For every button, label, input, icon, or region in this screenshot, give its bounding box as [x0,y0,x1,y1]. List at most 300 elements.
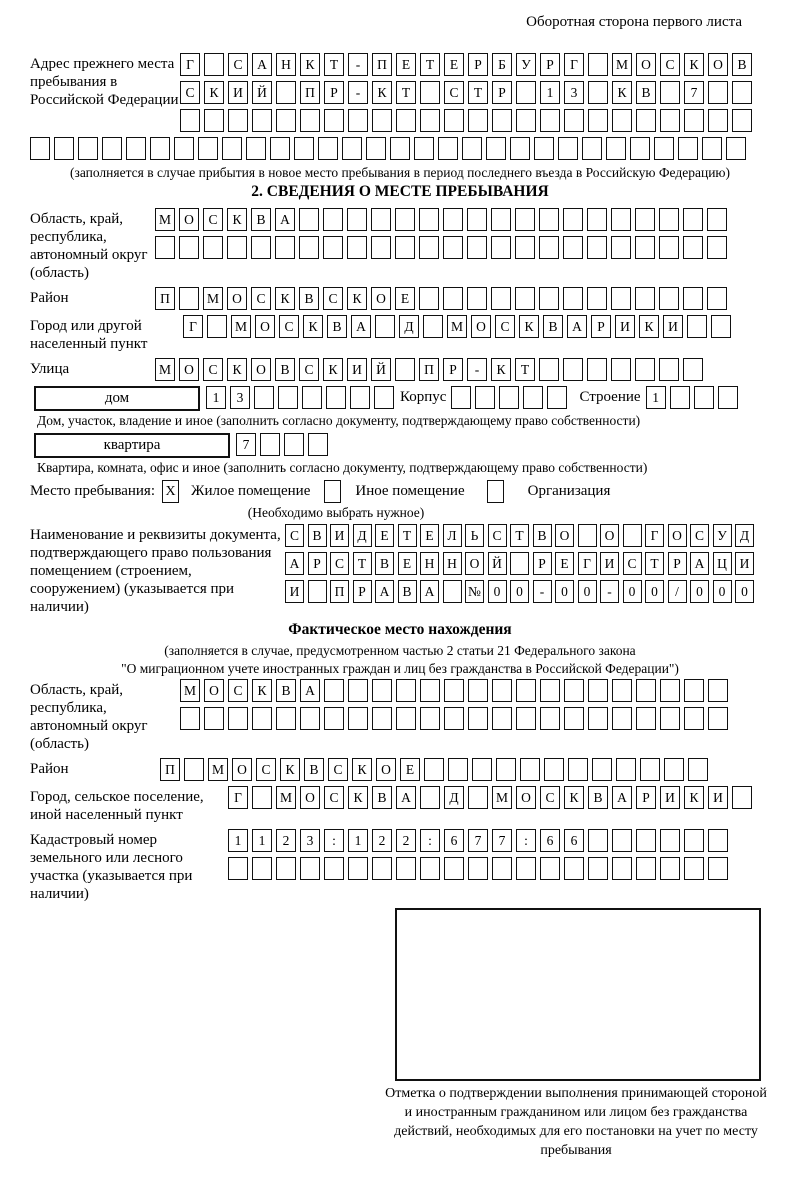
district-row [155,287,731,310]
empty-char-cell [252,786,272,809]
char-cell: 0 [713,580,732,603]
empty-char-cell [372,679,392,702]
char-cell: О [465,552,484,575]
char-cell: В [543,315,563,338]
empty-char-cell [308,433,328,456]
empty-char-cell [420,857,440,880]
empty-char-cell [515,208,535,231]
char-cell: Р [468,53,488,76]
char-cell: В [275,358,295,381]
empty-char-cell [180,707,200,730]
char-cell: 2 [372,829,392,852]
empty-char-cell [372,857,392,880]
empty-char-cell [516,81,536,104]
char-cell: С [228,679,248,702]
prev-address-row-2 [180,81,756,104]
char-cell: - [467,358,487,381]
char-cell: И [330,524,349,547]
char-cell: А [690,552,709,575]
char-cell: Л [443,524,462,547]
char-cell: О [204,679,224,702]
empty-char-cell [467,287,487,310]
empty-char-cell [468,786,488,809]
empty-char-cell [179,236,199,259]
region-label: Область, край, республика, автономный округ (область) [30,211,148,281]
char-cell: А [612,786,632,809]
empty-char-cell [611,208,631,231]
char-cell: 1 [646,386,666,409]
empty-char-cell [324,679,344,702]
empty-char-cell [300,707,320,730]
empty-char-cell [636,829,656,852]
char-cell: У [516,53,536,76]
empty-char-cell [270,137,290,160]
empty-char-cell [419,287,439,310]
empty-char-cell [462,137,482,160]
char-cell: А [396,786,416,809]
empty-char-cell [687,315,707,338]
house-label-box: дом [34,386,200,411]
empty-char-cell [204,53,224,76]
empty-char-cell [515,236,535,259]
empty-char-cell [323,236,343,259]
char-cell: 2 [396,829,416,852]
empty-char-cell [539,358,559,381]
empty-char-cell [348,109,368,132]
empty-char-cell [444,679,464,702]
checkbox-residential: X [162,480,179,503]
empty-char-cell [252,707,272,730]
empty-char-cell [467,208,487,231]
empty-char-cell [635,358,655,381]
empty-char-cell [534,137,554,160]
char-cell: Д [735,524,754,547]
char-cell: Ц [713,552,732,575]
empty-char-cell [492,707,512,730]
empty-char-cell [564,109,584,132]
empty-char-cell [564,679,584,702]
char-cell: П [155,287,175,310]
empty-char-cell [516,109,536,132]
char-cell: К [280,758,300,781]
char-cell: С [256,758,276,781]
char-cell: 7 [492,829,512,852]
char-cell: М [180,679,200,702]
empty-char-cell [563,236,583,259]
char-cell: Г [564,53,584,76]
char-cell: С [328,758,348,781]
empty-char-cell [708,679,728,702]
char-cell: Р [668,552,687,575]
empty-char-cell [252,857,272,880]
char-cell: - [348,81,368,104]
empty-char-cell [592,758,612,781]
char-cell: К [352,758,372,781]
empty-char-cell [278,386,298,409]
empty-char-cell [635,236,655,259]
empty-char-cell [660,109,680,132]
empty-char-cell [684,679,704,702]
empty-char-cell [718,386,738,409]
char-cell: А [420,580,439,603]
char-cell: В [308,524,327,547]
char-cell: М [231,315,251,338]
empty-char-cell [228,857,248,880]
char-cell: С [285,524,304,547]
prev-address-field [30,53,770,132]
empty-char-cell [366,137,386,160]
char-cell: 0 [690,580,709,603]
stay-place-row [30,480,770,503]
empty-char-cell [588,53,608,76]
actual-region-row-1 [180,679,732,702]
choose-note: (Необходимо выбрать нужное) [247,505,425,520]
char-cell: И [660,786,680,809]
empty-char-cell [468,679,488,702]
cadastre-field [30,829,770,903]
empty-char-cell [523,386,543,409]
char-cell: С [660,53,680,76]
empty-char-cell [563,208,583,231]
char-cell: С [180,81,200,104]
empty-char-cell [664,758,684,781]
region-row-1 [155,208,731,231]
empty-char-cell [558,137,578,160]
char-cell: 7 [236,433,256,456]
empty-char-cell [635,287,655,310]
stroenie-label: Строение [579,389,641,405]
char-cell: Т [510,524,529,547]
empty-char-cell [564,707,584,730]
empty-char-cell [420,786,440,809]
empty-char-cell [612,679,632,702]
empty-char-cell [396,109,416,132]
char-cell: 0 [555,580,574,603]
empty-char-cell [348,707,368,730]
empty-char-cell [126,137,146,160]
empty-char-cell [486,137,506,160]
document-row-2 [285,552,758,575]
option-label-other-premises: Иное помещение [355,483,465,499]
char-cell: С [690,524,709,547]
char-cell: Р [591,315,611,338]
char-cell: : [324,829,344,852]
house-row [30,386,770,411]
char-cell: Г [578,552,597,575]
actual-location-caption-1: (заполняется в случае, предусмотренном частью 2 статьи 21 Федерального закона [164,643,636,658]
char-cell: 1 [252,829,272,852]
prev-address-caption: (заполняется в случае прибытия в новое место пребывания в период последнего въезда в Российскую Федерацию) [69,165,731,180]
char-cell: П [372,53,392,76]
char-cell: 6 [540,829,560,852]
prev-address-rows [180,53,756,132]
char-cell: О [179,208,199,231]
stay-place-label: Место пребывания: [30,483,155,499]
empty-char-cell [563,287,583,310]
empty-char-cell [659,208,679,231]
empty-char-cell [612,857,632,880]
empty-char-cell [372,707,392,730]
char-cell: С [251,287,271,310]
char-cell: О [471,315,491,338]
apartment-label-box: квартира [34,433,230,458]
empty-char-cell [472,758,492,781]
char-cell: К [347,287,367,310]
char-cell: Е [396,53,416,76]
char-cell: Н [276,53,296,76]
char-cell: О [227,287,247,310]
district-label: Район [30,290,69,306]
char-cell: А [300,679,320,702]
char-cell: В [588,786,608,809]
empty-char-cell [299,208,319,231]
apartment-row [30,433,770,458]
char-cell: Д [444,786,464,809]
korpus-label: Корпус [400,389,447,405]
empty-char-cell [443,580,462,603]
empty-char-cell [539,236,559,259]
empty-char-cell [443,287,463,310]
char-cell: П [160,758,180,781]
house-caption: Дом, участок, владение и иное (заполнить согласно документу, подтверждающему право собственности) [37,413,641,428]
empty-char-cell [707,208,727,231]
empty-char-cell [659,236,679,259]
empty-char-cell [510,552,529,575]
empty-char-cell [492,857,512,880]
empty-char-cell [374,386,394,409]
empty-char-cell [347,236,367,259]
empty-char-cell [588,679,608,702]
char-cell: 1 [540,81,560,104]
char-cell: К [684,53,704,76]
empty-char-cell [612,829,632,852]
char-cell: Н [443,552,462,575]
char-cell: В [372,786,392,809]
empty-char-cell [228,707,248,730]
empty-char-cell [588,707,608,730]
char-cell: В [636,81,656,104]
page-header-note: Оборотная сторона первого листа [526,14,742,30]
empty-char-cell [732,81,752,104]
empty-char-cell [375,315,395,338]
empty-char-cell [420,109,440,132]
city-field [30,315,770,353]
document-row-1 [285,524,758,547]
empty-char-cell [420,679,440,702]
char-cell: В [375,552,394,575]
empty-char-cell [294,137,314,160]
city-label: Город или другой населенный пункт [30,318,148,352]
char-cell: Н [420,552,439,575]
empty-char-cell [616,758,636,781]
korpus-cells [451,386,571,409]
document-row-3 [285,580,758,603]
empty-char-cell [276,707,296,730]
char-cell: Р [308,552,327,575]
char-cell: К [227,358,247,381]
empty-char-cell [708,109,728,132]
empty-char-cell [371,236,391,259]
char-cell: У [713,524,732,547]
empty-char-cell [342,137,362,160]
empty-char-cell [540,707,560,730]
char-cell: К [564,786,584,809]
empty-char-cell [222,137,242,160]
empty-char-cell [78,137,98,160]
empty-char-cell [683,287,703,310]
char-cell: И [347,358,367,381]
char-cell: Е [375,524,394,547]
empty-char-cell [276,857,296,880]
empty-char-cell [390,137,410,160]
empty-char-cell [636,109,656,132]
empty-char-cell [707,287,727,310]
char-cell: Б [492,53,512,76]
char-cell: 0 [488,580,507,603]
empty-char-cell [324,109,344,132]
empty-char-cell [371,208,391,231]
char-cell: К [348,786,368,809]
char-cell: В [533,524,552,547]
empty-char-cell [587,358,607,381]
empty-char-cell [654,137,674,160]
prev-address-row-4 [30,137,770,160]
char-cell: Р [324,81,344,104]
char-cell: - [600,580,619,603]
empty-char-cell [198,137,218,160]
char-cell: Г [180,53,200,76]
actual-city-label: Город, сельское поселение, иной населенный пункт [30,789,204,823]
actual-district-label: Район [30,761,69,777]
char-cell: К [303,315,323,338]
empty-char-cell [707,236,727,259]
empty-char-cell [451,386,471,409]
empty-char-cell [30,137,50,160]
empty-char-cell [588,109,608,132]
empty-char-cell [414,137,434,160]
empty-char-cell [611,358,631,381]
char-cell: П [330,580,349,603]
empty-char-cell [659,358,679,381]
empty-char-cell [444,109,464,132]
char-cell: С [228,53,248,76]
char-cell: 0 [623,580,642,603]
char-cell: : [420,829,440,852]
empty-char-cell [587,236,607,259]
empty-char-cell [491,236,511,259]
char-cell: Р [492,81,512,104]
empty-char-cell [275,236,295,259]
empty-char-cell [228,109,248,132]
char-cell: А [375,580,394,603]
char-cell: 7 [684,81,704,104]
char-cell: И [228,81,248,104]
char-cell: 2 [276,829,296,852]
char-cell: К [639,315,659,338]
empty-char-cell [299,236,319,259]
empty-char-cell [540,679,560,702]
char-cell: Д [399,315,419,338]
empty-char-cell [204,707,224,730]
empty-char-cell [670,386,690,409]
empty-char-cell [510,137,530,160]
empty-char-cell [606,137,626,160]
char-cell: Д [353,524,372,547]
empty-char-cell [540,109,560,132]
empty-char-cell [659,287,679,310]
char-cell: О [600,524,619,547]
empty-char-cell [372,109,392,132]
empty-char-cell [448,758,468,781]
char-cell: И [285,580,304,603]
char-cell: В [327,315,347,338]
char-cell: 0 [645,580,664,603]
checkbox-organization [487,480,504,503]
char-cell: К [684,786,704,809]
char-cell: Й [371,358,391,381]
char-cell: С [623,552,642,575]
char-cell: В [398,580,417,603]
empty-char-cell [683,236,703,259]
stamp-caption: Отметка о подтверждении выполнения принимающей стороной и иностранным гражданином или лицом без гражданства действий, необходимых для его постановки на учет по месту пребывания [385,1086,767,1158]
empty-char-cell [203,236,223,259]
empty-char-cell [660,707,680,730]
empty-char-cell [660,829,680,852]
empty-char-cell [660,81,680,104]
empty-char-cell [612,707,632,730]
street-field [30,358,770,381]
city-row [183,315,735,338]
empty-char-cell [708,81,728,104]
char-cell: - [533,580,552,603]
char-cell: Е [395,287,415,310]
char-cell: В [251,208,271,231]
empty-char-cell [732,786,752,809]
char-cell: М [155,358,175,381]
empty-char-cell [395,236,415,259]
empty-char-cell [684,109,704,132]
empty-char-cell [540,857,560,880]
char-cell: Т [396,81,416,104]
char-cell: : [516,829,536,852]
stroenie-cells [646,386,742,409]
empty-char-cell [496,758,516,781]
empty-char-cell [443,236,463,259]
empty-char-cell [539,287,559,310]
char-cell: И [708,786,728,809]
empty-char-cell [587,208,607,231]
street-label: Улица [30,361,70,377]
empty-char-cell [684,707,704,730]
empty-char-cell [300,857,320,880]
char-cell: - [348,53,368,76]
empty-char-cell [302,386,322,409]
char-cell: Т [324,53,344,76]
char-cell: К [372,81,392,104]
apartment-cells [236,433,332,456]
char-cell: В [299,287,319,310]
char-cell: М [492,786,512,809]
char-cell: Т [398,524,417,547]
char-cell: 1 [206,386,226,409]
char-cell: 6 [444,829,464,852]
cadastre-row-1 [228,829,732,852]
empty-char-cell [563,358,583,381]
prev-address-row-1 [180,53,756,76]
empty-char-cell [520,758,540,781]
empty-char-cell [184,758,204,781]
char-cell: О [371,287,391,310]
